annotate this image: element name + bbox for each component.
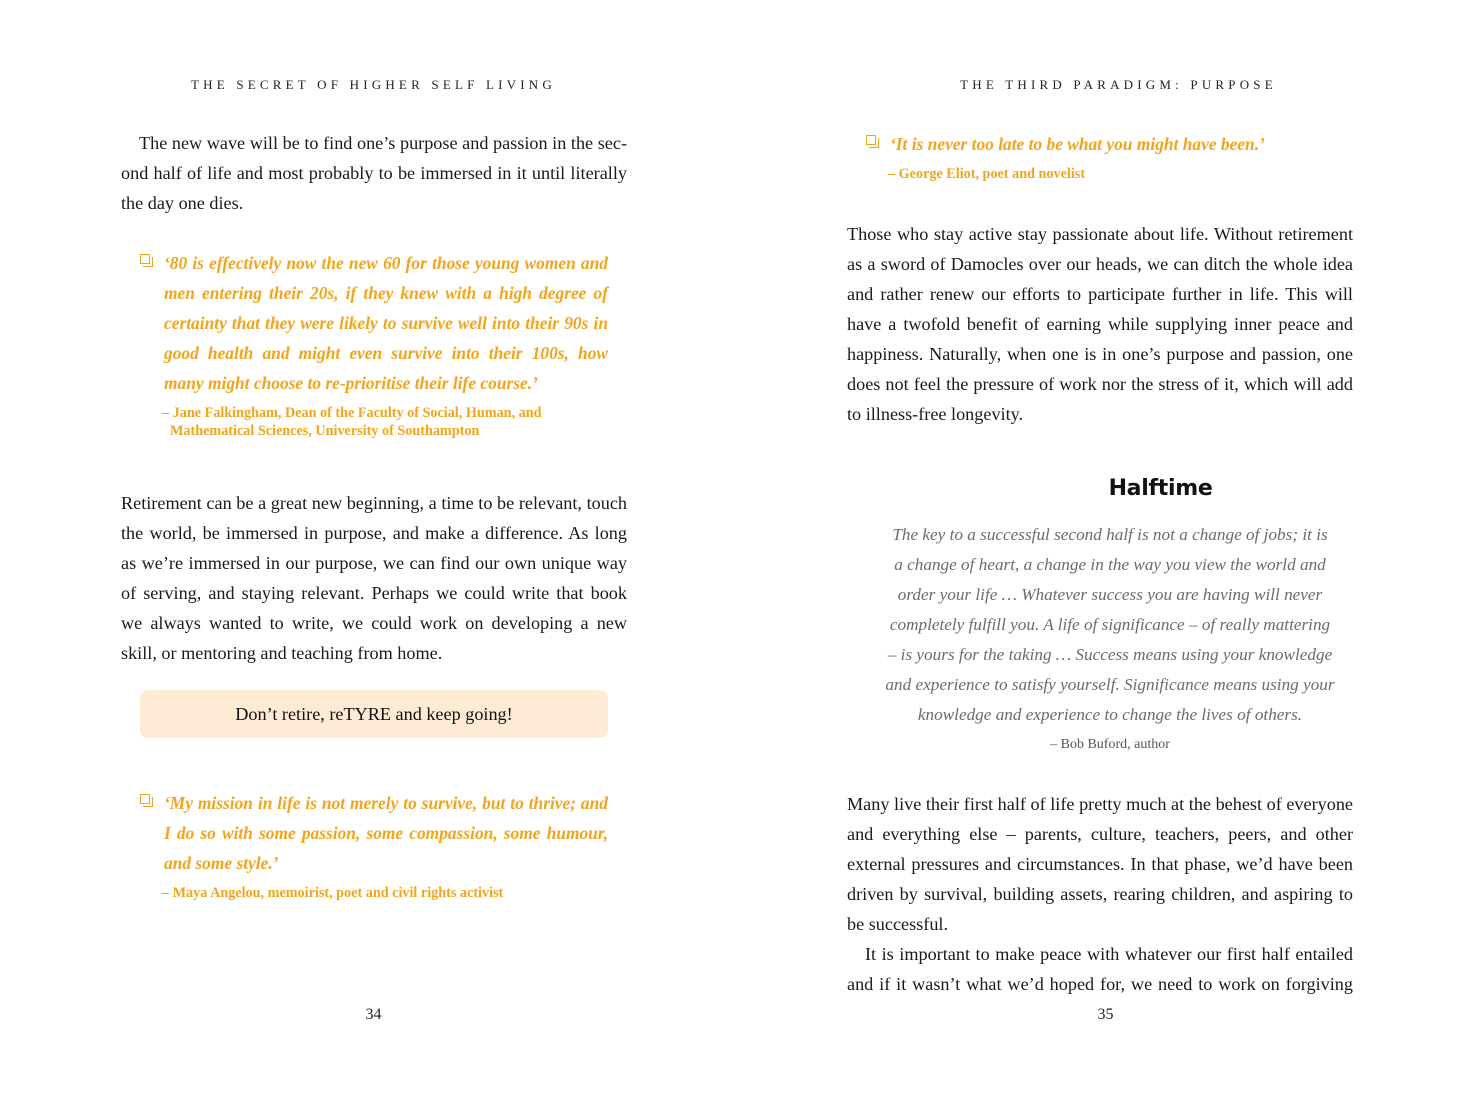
quote-text: ‘It is never too late to be what you might have been.’ <box>890 134 1265 154</box>
quote-attribution: – Maya Angelou, memoirist, poet and civil rights activist <box>162 885 504 901</box>
quote-attribution: – George Eliot, poet and novelist <box>888 166 1086 182</box>
attribution-line-2: Mathematical Sciences, University of Southampton <box>170 423 480 439</box>
running-head-left: THE SECRET OF HIGHER SELF LIVING <box>191 77 556 92</box>
epigraph-line: – is yours for the taking … Success means using your knowledge <box>887 645 1333 664</box>
section-title-halftime: Halftime <box>1108 476 1213 501</box>
quote-angelou <box>140 788 608 902</box>
page-number-left: 34 <box>365 1006 382 1023</box>
epigraph-line: order your life … Whatever success you are having will never <box>897 585 1323 604</box>
paragraph-first-half <box>847 789 1353 999</box>
checkbox-bullet-icon <box>866 135 876 145</box>
quote-text: ‘80 is effectively now the new 60 for those young women and men entering their 20s, if they knew with a high degree of certainty that they were likely to survive well into their 90s in good health and might even survive into their 100s, how many might choose to re-prioritise their life course.’ <box>164 253 608 393</box>
epigraph-line: The key to a successful second half is not a change of jobs; it is <box>892 525 1328 544</box>
checkbox-bullet-icon <box>140 254 150 264</box>
epigraph-line: knowledge and experience to change the lives of others. <box>917 705 1303 724</box>
paragraph-text: Retirement can be a great new beginning, a time to be relevant, touch the world, be immersed in purpose, and make a difference. As long as we’re immersed in our purpose, we can find our own unique way of serving, and staying relevant. Perhaps we could write that book we always wanted to write, we could work on developing a new skill, or mentoring and teaching from home. <box>121 493 627 663</box>
paragraph-intro <box>121 128 627 218</box>
quote-eliot <box>866 129 1326 183</box>
attribution-line-1: – Jane Falkingham, Dean of the Faculty of Social, Human, and <box>162 405 542 421</box>
quote-falkingham <box>140 248 608 440</box>
page-number-right: 35 <box>1097 1006 1114 1023</box>
paragraph-text: Many live their first half of life pretty much at the behest of everyone and everything else – parents, culture, teachers, peers, and other external pressures and circumstances. In that phase, we’d have been driven by survival, building assets, rearing children, and aspiring to be successful. <box>847 794 1353 934</box>
paragraph-retirement <box>121 488 627 668</box>
checkbox-bullet-icon <box>140 794 150 804</box>
epigraph-line: completely fulfill you. A life of significance – of really mattering <box>889 615 1331 634</box>
quote-text: ‘My mission in life is not merely to survive, but to thrive; and I do so with some passion, some compassion, some humour, and some style.’ <box>164 793 608 873</box>
epigraph-attribution: – Bob Buford, author <box>1050 737 1170 752</box>
paragraph-active <box>847 219 1353 429</box>
right-page <box>737 0 1474 1106</box>
paragraph-text: Those who stay active stay passionate about life. Without retirement as a sword of Damocles over our heads, we can ditch the whole idea and rather renew our efforts to participate further in life. This will have a twofold benefit of earning while supplying inner peace and happiness. Naturally, when one is in one’s purpose and passion, one does not feel the pressure of work nor the stress of it, which will add to illness-free longevity. <box>847 224 1353 424</box>
running-head-right: THE THIRD PARADIGM: PURPOSE <box>960 77 1277 92</box>
epigraph-line: a change of heart, a change in the way you view the world and <box>894 555 1326 574</box>
paragraph-text-continued: It is important to make peace with whatever our first half entailed and if it wasn’t what we’d hoped for, we need to work on forgiving <box>847 944 1353 994</box>
paragraph-text: The new wave will be to find one’s purpose and passion in the second half of life and most probably to be immersed in it until literally the day one dies. <box>121 133 627 213</box>
epigraph-line: and experience to satisfy yourself. Significance means using your <box>885 675 1335 694</box>
callout-box: Don’t retire, reTYRE and keep going! <box>140 690 608 738</box>
quote-attribution <box>162 404 608 440</box>
epigraph-buford <box>865 520 1355 730</box>
